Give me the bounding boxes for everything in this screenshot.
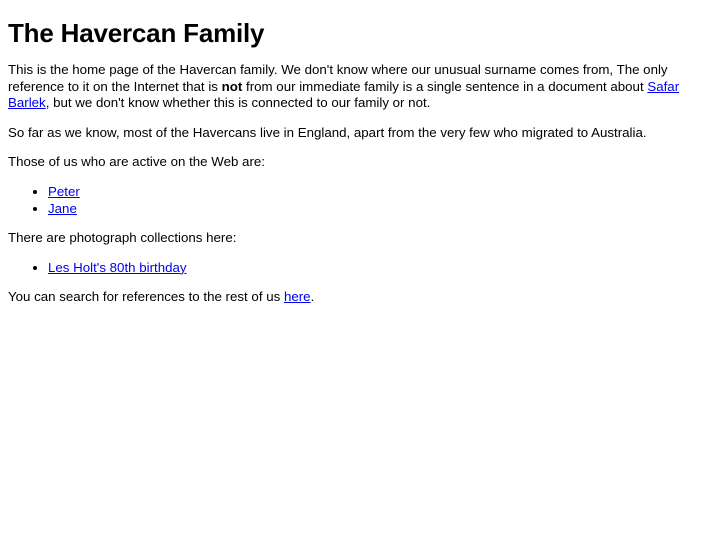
- search-text-part2: .: [310, 289, 315, 305]
- link-here[interactable]: here: [283, 289, 311, 305]
- emphasis-not: not: [221, 78, 243, 94]
- intro-text-part2: from our immediate family is a single sentence in a document about: [242, 78, 648, 94]
- link-peter[interactable]: Peter: [48, 183, 80, 199]
- link-jane[interactable]: Jane: [48, 200, 77, 216]
- photos-intro: There are photograph collections here:: [8, 230, 237, 246]
- link-safar-barlek[interactable]: Safar Barlek: [8, 78, 680, 111]
- location-paragraph: So far as we know, most of the Havercans live in England, apart from the very few who migrated to Australia.: [8, 124, 647, 140]
- list-item: [48, 184, 719, 201]
- list-item: [48, 201, 719, 218]
- page-title: The Havercan Family: [8, 18, 265, 48]
- list-item: [48, 260, 719, 277]
- link-les-holt-birthday[interactable]: Les Holt's 80th birthday: [48, 259, 187, 275]
- intro-text-part1: This is the home page of the Havercan family. We don't know where our unusual surname comes from, The only reference to it on the Internet that is: [8, 61, 668, 94]
- intro-text-part3: , but we don't know whether this is connected to our family or not.: [45, 95, 431, 111]
- search-paragraph: [8, 289, 719, 306]
- search-text-part1: You can search for references to the rest of us: [8, 289, 284, 305]
- web-members-intro: Those of us who are active on the Web are:: [8, 154, 265, 170]
- photo-link-list: [8, 260, 719, 277]
- people-link-list: [8, 184, 719, 217]
- intro-paragraph: [8, 62, 719, 112]
